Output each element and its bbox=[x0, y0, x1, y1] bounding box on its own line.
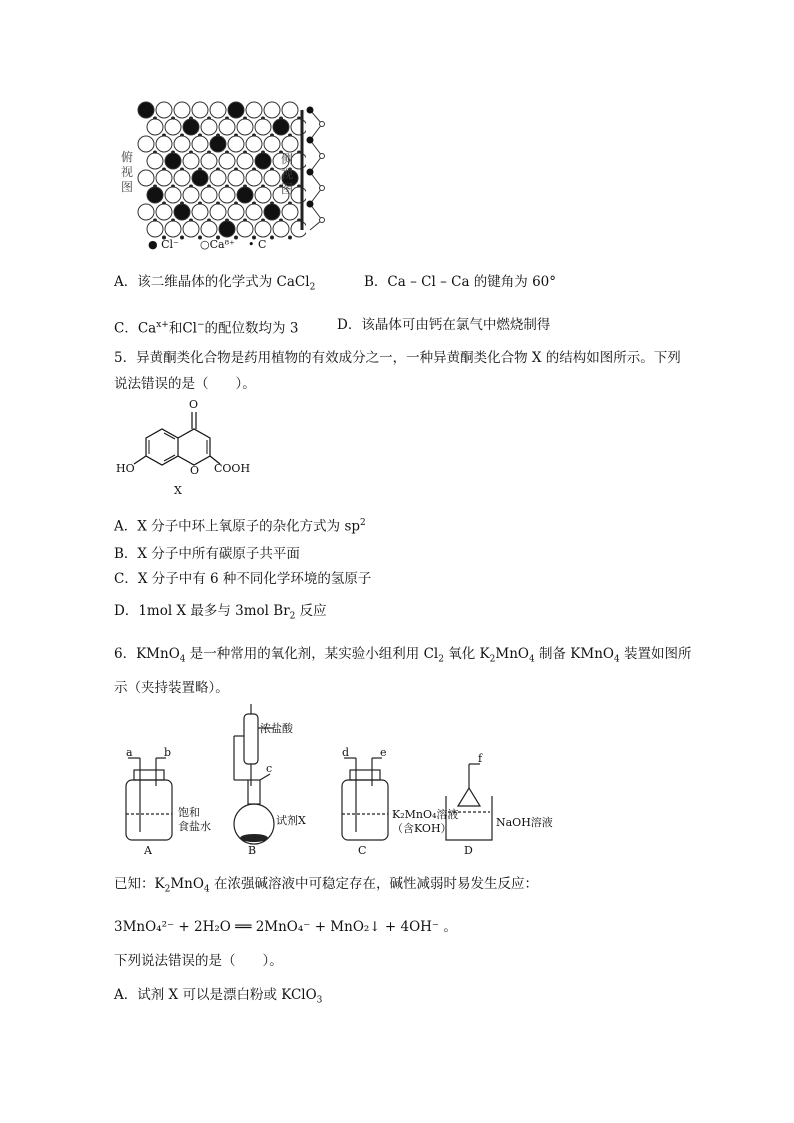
q4-option-d: D．该晶体可由钙在氯气中燃烧制得 bbox=[337, 317, 551, 333]
q6-option-a: A．试剂 X 可以是漂白粉或 KClO$_3$ bbox=[114, 987, 323, 1006]
lattice-atom bbox=[183, 153, 199, 169]
lattice-atom bbox=[201, 187, 217, 203]
ho-group: HO bbox=[116, 462, 135, 475]
port-a: a bbox=[126, 746, 133, 759]
lattice-atom bbox=[255, 153, 271, 169]
q5-stem-1: 5．异黄酮类化合物是药用植物的有效成分之一，一种异黄酮类化合物 X 的结构如图所示。下列 bbox=[114, 350, 681, 366]
legend-ca: ○Ca⁸⁺ bbox=[200, 238, 235, 251]
carbonyl-o: O bbox=[189, 398, 199, 411]
saturated-brine-label: 饱和 食盐水 bbox=[178, 806, 211, 833]
lattice-atom bbox=[255, 187, 271, 203]
lattice-atom bbox=[165, 187, 181, 203]
q6-ask: 下列说法错误的是（ ）。 bbox=[114, 953, 283, 969]
q4-option-a: A．该二维晶体的化学式为 CaCl$_2$ bbox=[114, 274, 316, 293]
lattice-atom bbox=[246, 102, 262, 118]
lattice-atom bbox=[138, 204, 154, 220]
side-view-chain bbox=[296, 106, 332, 236]
port-f: f bbox=[478, 752, 483, 765]
q6-stem-1: 6．KMnO$_4$ 是一种常用的氧化剂，某实验小组利用 $Cl_2$ 氧化 $K_2MnO_4$ 制备 KMnO$_4$ 装置如图所 bbox=[114, 646, 692, 665]
lattice-atom bbox=[219, 187, 235, 203]
port-c: c bbox=[266, 762, 273, 775]
lattice-atom bbox=[201, 153, 217, 169]
lattice-atom bbox=[219, 119, 235, 135]
lattice-atom bbox=[192, 102, 208, 118]
lattice-atom bbox=[264, 102, 280, 118]
port-e: e bbox=[380, 746, 387, 759]
lattice-atom bbox=[210, 204, 226, 220]
lattice-atom bbox=[156, 136, 172, 152]
lattice-atom bbox=[156, 170, 172, 186]
lattice-atom bbox=[246, 170, 262, 186]
lattice-atom bbox=[165, 153, 181, 169]
cooh-group: COOH bbox=[214, 462, 251, 475]
q5-option-b: B．X 分子中所有碳原子共平面 bbox=[114, 546, 300, 562]
q5-stem-2: 说法错误的是（ ）。 bbox=[114, 376, 256, 392]
top-view-label: 俯视图 bbox=[120, 150, 133, 194]
apparatus-figure bbox=[114, 700, 624, 860]
lattice-atom bbox=[255, 221, 271, 237]
lattice-atom bbox=[138, 170, 154, 186]
lattice-atom bbox=[165, 119, 181, 135]
conc-hcl-label: 浓盐酸 bbox=[260, 722, 293, 735]
legend-cl: ● Cl⁻ bbox=[148, 238, 179, 251]
lattice-atom bbox=[201, 221, 217, 237]
q5-option-a: A．X 分子中环上氧原子的杂化方式为 $sp^2$ bbox=[114, 518, 366, 535]
lattice-atom bbox=[183, 119, 199, 135]
lattice-atom bbox=[183, 187, 199, 203]
lattice-atom bbox=[192, 204, 208, 220]
lattice-atom bbox=[147, 221, 163, 237]
lattice-atom bbox=[255, 119, 271, 135]
lattice-atom bbox=[228, 102, 244, 118]
lattice-atom bbox=[147, 119, 163, 135]
q6-known: 已知：$K_2MnO_4$ 在浓强碱溶液中可稳定存在，碱性减弱时易发生反应： bbox=[114, 876, 538, 895]
q5-option-c: C．X 分子中有 6 种不同化学环境的氢原子 bbox=[114, 571, 372, 587]
lattice-atom bbox=[165, 221, 181, 237]
lattice-atom bbox=[228, 170, 244, 186]
lattice-atom bbox=[237, 187, 253, 203]
side-view-label: 侧视图 bbox=[280, 152, 293, 196]
lattice-atom bbox=[219, 221, 235, 237]
port-b: b bbox=[164, 746, 172, 759]
lattice-atom bbox=[156, 204, 172, 220]
lattice-atom bbox=[156, 102, 172, 118]
lattice-atom bbox=[183, 221, 199, 237]
lattice-atom bbox=[210, 102, 226, 118]
molecule-x bbox=[114, 398, 254, 498]
lattice-atom bbox=[147, 153, 163, 169]
lattice-atom bbox=[138, 102, 154, 118]
apparatus-label-b: B bbox=[248, 844, 257, 857]
compound-label-x: X bbox=[174, 484, 182, 497]
lattice-atom bbox=[264, 136, 280, 152]
lattice-atom bbox=[228, 136, 244, 152]
lattice-atom bbox=[246, 136, 262, 152]
lattice-atom bbox=[246, 204, 262, 220]
lattice-atom bbox=[210, 170, 226, 186]
lattice-atom bbox=[237, 221, 253, 237]
ring-o: O bbox=[190, 464, 200, 477]
lattice-atom bbox=[174, 204, 190, 220]
q4-option-c: C．$Ca^{x+}$和Cl−的配位数均为 3 bbox=[114, 320, 299, 337]
apparatus-drawing bbox=[114, 700, 624, 860]
lattice-atom bbox=[219, 153, 235, 169]
lattice-atom bbox=[147, 187, 163, 203]
port-d: d bbox=[342, 746, 350, 759]
lattice-atom bbox=[210, 136, 226, 152]
lattice-atom bbox=[174, 136, 190, 152]
molecule-structure bbox=[114, 398, 254, 498]
lattice-atom bbox=[138, 136, 154, 152]
lattice-atom bbox=[237, 119, 253, 135]
q6-equation: 3MnO₄²⁻ + 2H₂O ══ 2MnO₄⁻ + MnO₂↓ + 4OH⁻ 。 bbox=[114, 919, 457, 935]
lattice-atom bbox=[228, 204, 244, 220]
lattice-atom bbox=[264, 204, 280, 220]
k2mno4-label: K₂MnO₄溶液 （含KOH） bbox=[392, 808, 459, 835]
q6-stem-2: 示（夹持装置略）。 bbox=[114, 680, 229, 696]
lattice-atom bbox=[192, 170, 208, 186]
naoh-label: NaOH溶液 bbox=[496, 816, 553, 829]
q4-option-b: B．Ca – Cl – Ca 的键角为 60° bbox=[364, 274, 556, 290]
side-view bbox=[280, 100, 340, 240]
q5-option-d: D．1mol X 最多与 3mol $Br_2$ 反应 bbox=[114, 603, 327, 622]
legend-c: • C bbox=[248, 238, 267, 251]
reagent-x-label: 试剂X bbox=[276, 814, 306, 827]
lattice-atom bbox=[174, 102, 190, 118]
lattice-atom bbox=[264, 170, 280, 186]
lattice-c-atom bbox=[270, 236, 274, 240]
lattice-atom bbox=[192, 136, 208, 152]
lattice-c-atom bbox=[180, 236, 184, 240]
lattice-atom bbox=[237, 153, 253, 169]
lattice-atom bbox=[174, 170, 190, 186]
apparatus-label-d: D bbox=[464, 844, 473, 857]
lattice-atom bbox=[201, 119, 217, 135]
apparatus-label-a: A bbox=[144, 844, 152, 857]
apparatus-label-c: C bbox=[358, 844, 367, 857]
